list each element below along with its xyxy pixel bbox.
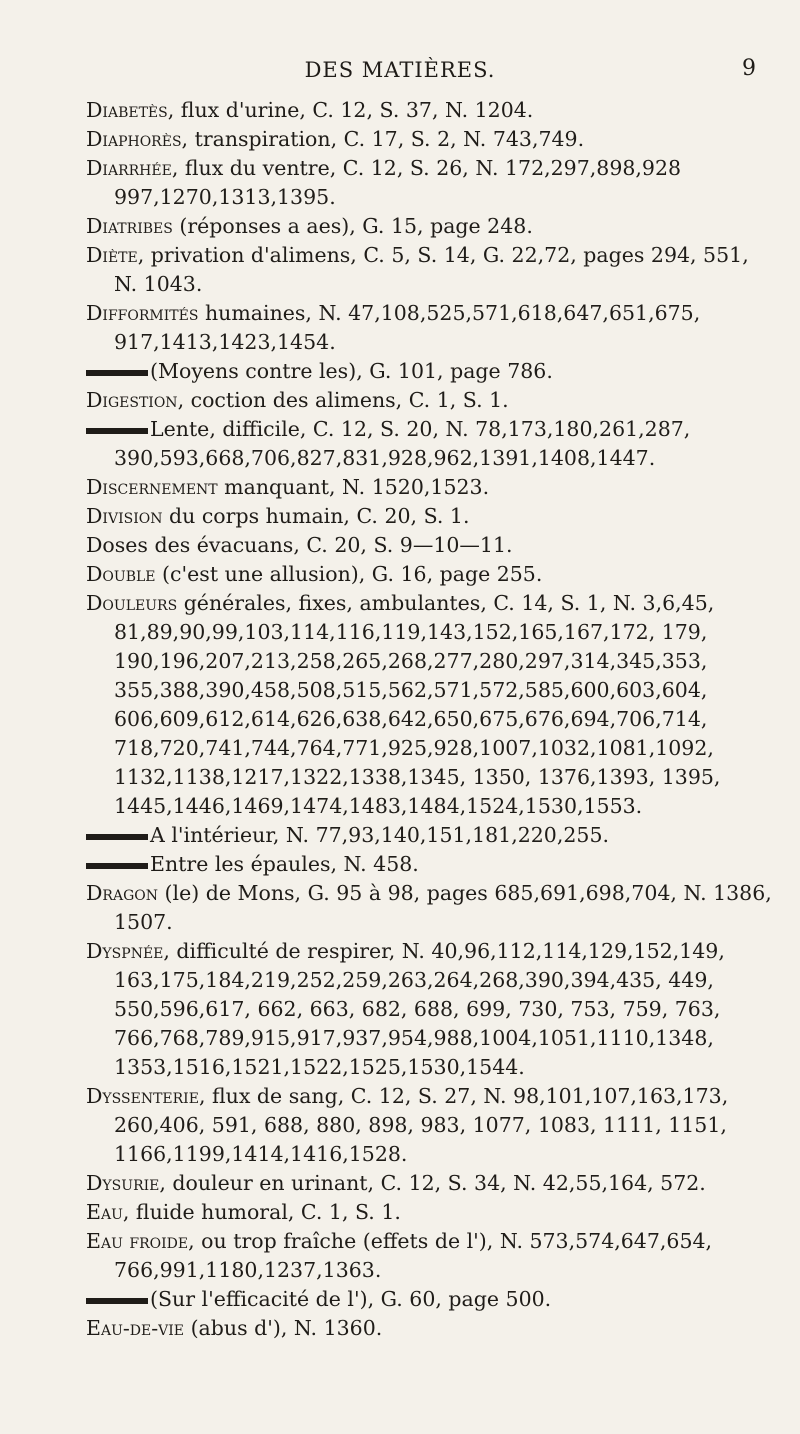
index-subentry (86, 821, 776, 850)
index-entry (86, 386, 776, 415)
index-entry (86, 241, 776, 299)
index-entry (86, 1082, 776, 1169)
entry-text: Doses des évacuans, C. 20, S. 9—10—11. (86, 533, 513, 557)
entry-text: (c'est une allusion), G. 16, page 255. (155, 562, 543, 586)
entry-text: , douleur en urinant, C. 12, S. 34, N. 42,55,164, 572. (159, 1171, 706, 1195)
entry-text: Lente, difficile, C. 12, S. 20, N. 78,173,180,261,287, 390,593,668,706,827,831,928,962,1391,1408,1447. (114, 417, 691, 470)
entry-headword: Difformités (86, 301, 199, 325)
index-entry (86, 879, 776, 937)
repeat-dash (86, 863, 148, 869)
entry-text: , flux de sang, C. 12, S. 27, N. 98,101,107,163,173, 260,406, 591, 688, 880, 898, 983, 1077, 1083, 1111, 1151, 1166,1199,1414,1416,1528. (114, 1084, 729, 1166)
index-entry (86, 212, 776, 241)
entry-text: A l'intérieur, N. 77,93,140,151,181,220,255. (150, 823, 609, 847)
index-entry (86, 1169, 776, 1198)
entry-headword: Diaphorès (86, 127, 182, 151)
entry-text: (abus d'), N. 1360. (184, 1316, 383, 1340)
entry-text: du corps humain, C. 20, S. 1. (162, 504, 470, 528)
entry-text: , coction des alimens, C. 1, S. 1. (177, 388, 509, 412)
page-number: 9 (742, 56, 756, 81)
index-entry (86, 937, 776, 1082)
index-entry (86, 154, 776, 212)
entry-headword: Division (86, 504, 163, 528)
entry-text: , flux d'urine, C. 12, S. 37, N. 1204. (167, 98, 534, 122)
entry-headword: Diatribes (86, 214, 173, 238)
entry-text: (Moyens contre les), G. 101, page 786. (150, 359, 553, 383)
index-entry (86, 1198, 776, 1227)
entry-headword: Diète (86, 243, 138, 267)
entry-headword: Double (86, 562, 156, 586)
entry-headword: Dyspnée (86, 939, 164, 963)
entry-headword: Dyssenterie (86, 1084, 199, 1108)
repeat-dash (86, 834, 148, 840)
index-entries (86, 96, 776, 1343)
index-entry (86, 560, 776, 589)
entry-text: Entre les épaules, N. 458. (150, 852, 419, 876)
index-entry (86, 1314, 776, 1343)
entry-text: , privation d'alimens, C. 5, S. 14, G. 22,72, pages 294, 551, N. 1043. (114, 243, 749, 296)
entry-text: (le) de Mons, G. 95 à 98, pages 685,691,698,704, N. 1386, 1507. (114, 881, 772, 934)
index-subentry (86, 415, 776, 473)
repeat-dash (86, 370, 148, 376)
entry-headword: Douleurs (86, 591, 178, 615)
entry-text: , ou trop fraîche (effets de l'), N. 573,574,647,654, 766,991,1180,1237,1363. (114, 1229, 713, 1282)
index-subentry (86, 850, 776, 879)
entry-text: , flux du ventre, C. 12, S. 26, N. 172,297,898,928 997,1270,1313,1395. (114, 156, 682, 209)
running-head: DES MATIÈRES. (304, 58, 496, 82)
entry-headword: Dysurie (86, 1171, 160, 1195)
index-entry (86, 1227, 776, 1285)
entry-headword: Eau froide (86, 1229, 189, 1253)
entry-text: , transpiration, C. 17, S. 2, N. 743,749. (181, 127, 585, 151)
entry-headword: Digestion (86, 388, 178, 412)
entry-text: humaines, N. 47,108,525,571,618,647,651,675, 917,1413,1423,1454. (114, 301, 701, 354)
repeat-dash (86, 1298, 148, 1304)
entry-headword: Diarrhée (86, 156, 172, 180)
index-entry (86, 502, 776, 531)
index-entry (86, 299, 776, 357)
entry-text: manquant, N. 1520,1523. (217, 475, 490, 499)
repeat-dash (86, 428, 148, 434)
index-entry (86, 531, 776, 560)
entry-text: , fluide humoral, C. 1, S. 1. (122, 1200, 401, 1224)
entry-text: (réponses a aes), G. 15, page 248. (172, 214, 533, 238)
entry-text: (Sur l'efficacité de l'), G. 60, page 500. (150, 1287, 552, 1311)
entry-text: , difficulté de respirer, N. 40,96,112,114,129,152,149, 163,175,184,219,252,259,263,264,268,390,394,435, 449, 550,596,617, 662, 663, 682, 688, 699, 730, 753, 759, 763, 766,768,789,915,917,937,954,988,1004,1051,1110,1348, 1353,1516,1521,1522,1525,1530,1544. (114, 939, 725, 1079)
entry-headword: Dragon (86, 881, 158, 905)
entry-headword: Eau-de-vie (86, 1316, 185, 1340)
index-entry (86, 473, 776, 502)
entry-headword: Discernement (86, 475, 218, 499)
index-entry (86, 589, 776, 821)
index-subentry (86, 1285, 776, 1314)
entry-text: générales, fixes, ambulantes, C. 14, S. 1, N. 3,6,45, 81,89,90,99,103,114,116,119,143,152,165,167,172, 179, 190,196,207,213,258,265,268,277,280,297,314,345,353, 355,388,390,458,508,515,562,571,572,585,600,603,604, 606,609,612,614,626,638,642,650,675,676,694,706,714, 718,720,741,744,764,771,925,928,1007,1032,1081,1092, 1132,1138,1217,1322,1338,1345, 1350, 1376,1393, 1395, 1445,1446,1469,1474,1483,1484,1524,1530,1553. (114, 591, 721, 818)
index-entry (86, 96, 776, 125)
entry-headword: Diabetès (86, 98, 168, 122)
entry-headword: Eau (86, 1200, 123, 1224)
index-subentry (86, 357, 776, 386)
index-entry (86, 125, 776, 154)
